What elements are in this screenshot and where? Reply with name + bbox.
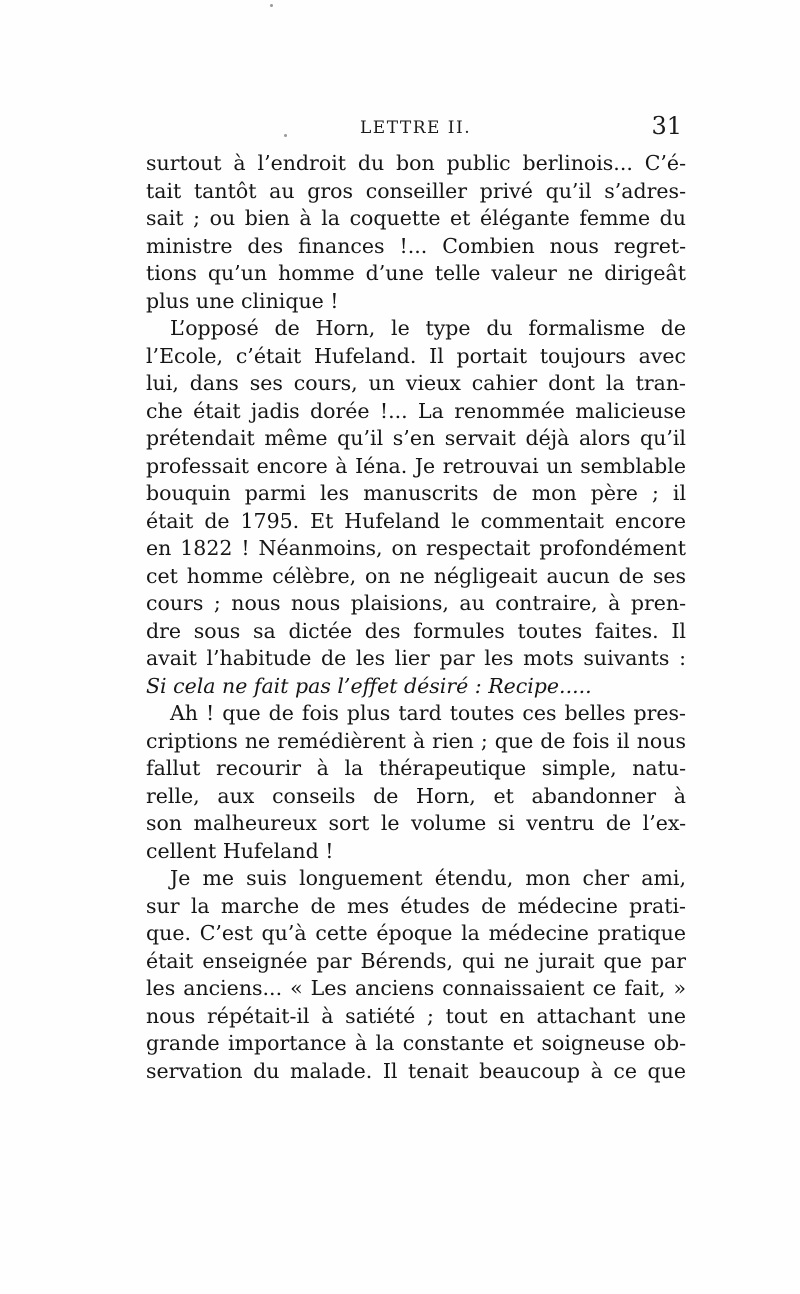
text-line: que. C’est qu’à cette époque la médecine pratique <box>146 921 686 945</box>
text-line: son malheureux sort le volume si ventru de l’ex- <box>146 811 686 835</box>
text-line: sait ; ou bien à la coquette et élégante femme du <box>146 206 686 230</box>
body-text <box>146 150 686 1085</box>
text-line: était enseignée par Bérends, qui ne jurait que par <box>146 948 686 973</box>
text-line: L’opposé de Horn, le type du formalisme de <box>170 316 686 340</box>
page-header <box>146 112 686 152</box>
text-line: l’Ecole, c’était Hufeland. Il portait toujours avec <box>146 343 686 368</box>
text-line: avait l’habitude de les lier par les mots suivants : <box>146 646 686 670</box>
text-line: tions qu’un homme d’une telle valeur ne dirigeât <box>146 261 686 285</box>
text-line: cet homme célèbre, on ne négligeait aucun de ses <box>146 563 686 588</box>
text-line: professait encore à Iéna. Je retrouvai un semblable <box>146 453 686 478</box>
text-line: grande importance à la constante et soigneuse ob- <box>146 1031 686 1055</box>
text-line: les anciens... « Les anciens connaissaient ce fait, » <box>146 976 686 1000</box>
text-line: tait tantôt au gros conseiller privé qu’il s’adres- <box>146 178 686 203</box>
text-line: che était jadis dorée !... La renommée malicieuse <box>146 398 686 423</box>
text-line: était de 1795. Et Hufeland le commentait encore <box>146 508 686 533</box>
text-line: surtout à l’endroit du bon public berlinois... C’é- <box>146 151 686 175</box>
text-line: dre sous sa dictée des formules toutes faites. Il <box>146 618 686 643</box>
text-line: lui, dans ses cours, un vieux cahier dont la tran- <box>146 371 686 395</box>
text-line: sur la marche de mes études de médecine prati- <box>146 893 686 918</box>
text-line: nous répétait-il à satiété ; tout en attachant une <box>146 1003 686 1028</box>
text-line: Ah ! que de fois plus tard toutes ces belles pres- <box>170 701 686 725</box>
page-number: 31 <box>651 112 682 140</box>
text-line: ministre des finances !... Combien nous regret- <box>146 233 686 258</box>
text-line: criptions ne remédièrent à rien ; que de fois il nous <box>146 728 686 753</box>
text-line: prétendait même qu’il s’en servait déjà alors qu’il <box>146 426 686 450</box>
text-line: Je me suis longuement étendu, mon cher ami, <box>170 866 686 890</box>
text-line: relle, aux conseils de Horn, et abandonner à <box>146 783 686 808</box>
text-line: servation du malade. Il tenait beaucoup à ce que <box>146 1058 686 1083</box>
text-line-italic: Si cela ne fait pas l’effet désiré : Recipe..... <box>146 673 592 698</box>
text-line: cours ; nous nous plaisions, au contraire, à pren- <box>146 591 686 615</box>
text-line: en 1822 ! Néanmoins, on respectait profondément <box>146 536 686 560</box>
text-line: plus une clinique ! <box>146 288 339 313</box>
text-line: fallut recourir à la thérapeutique simple, natu- <box>146 756 686 780</box>
running-head: LETTRE II. <box>360 118 472 138</box>
text-line: cellent Hufeland ! <box>146 838 334 863</box>
paper-speck <box>270 4 273 7</box>
text-line: bouquin parmi les manuscrits de mon père ; il <box>146 481 686 505</box>
